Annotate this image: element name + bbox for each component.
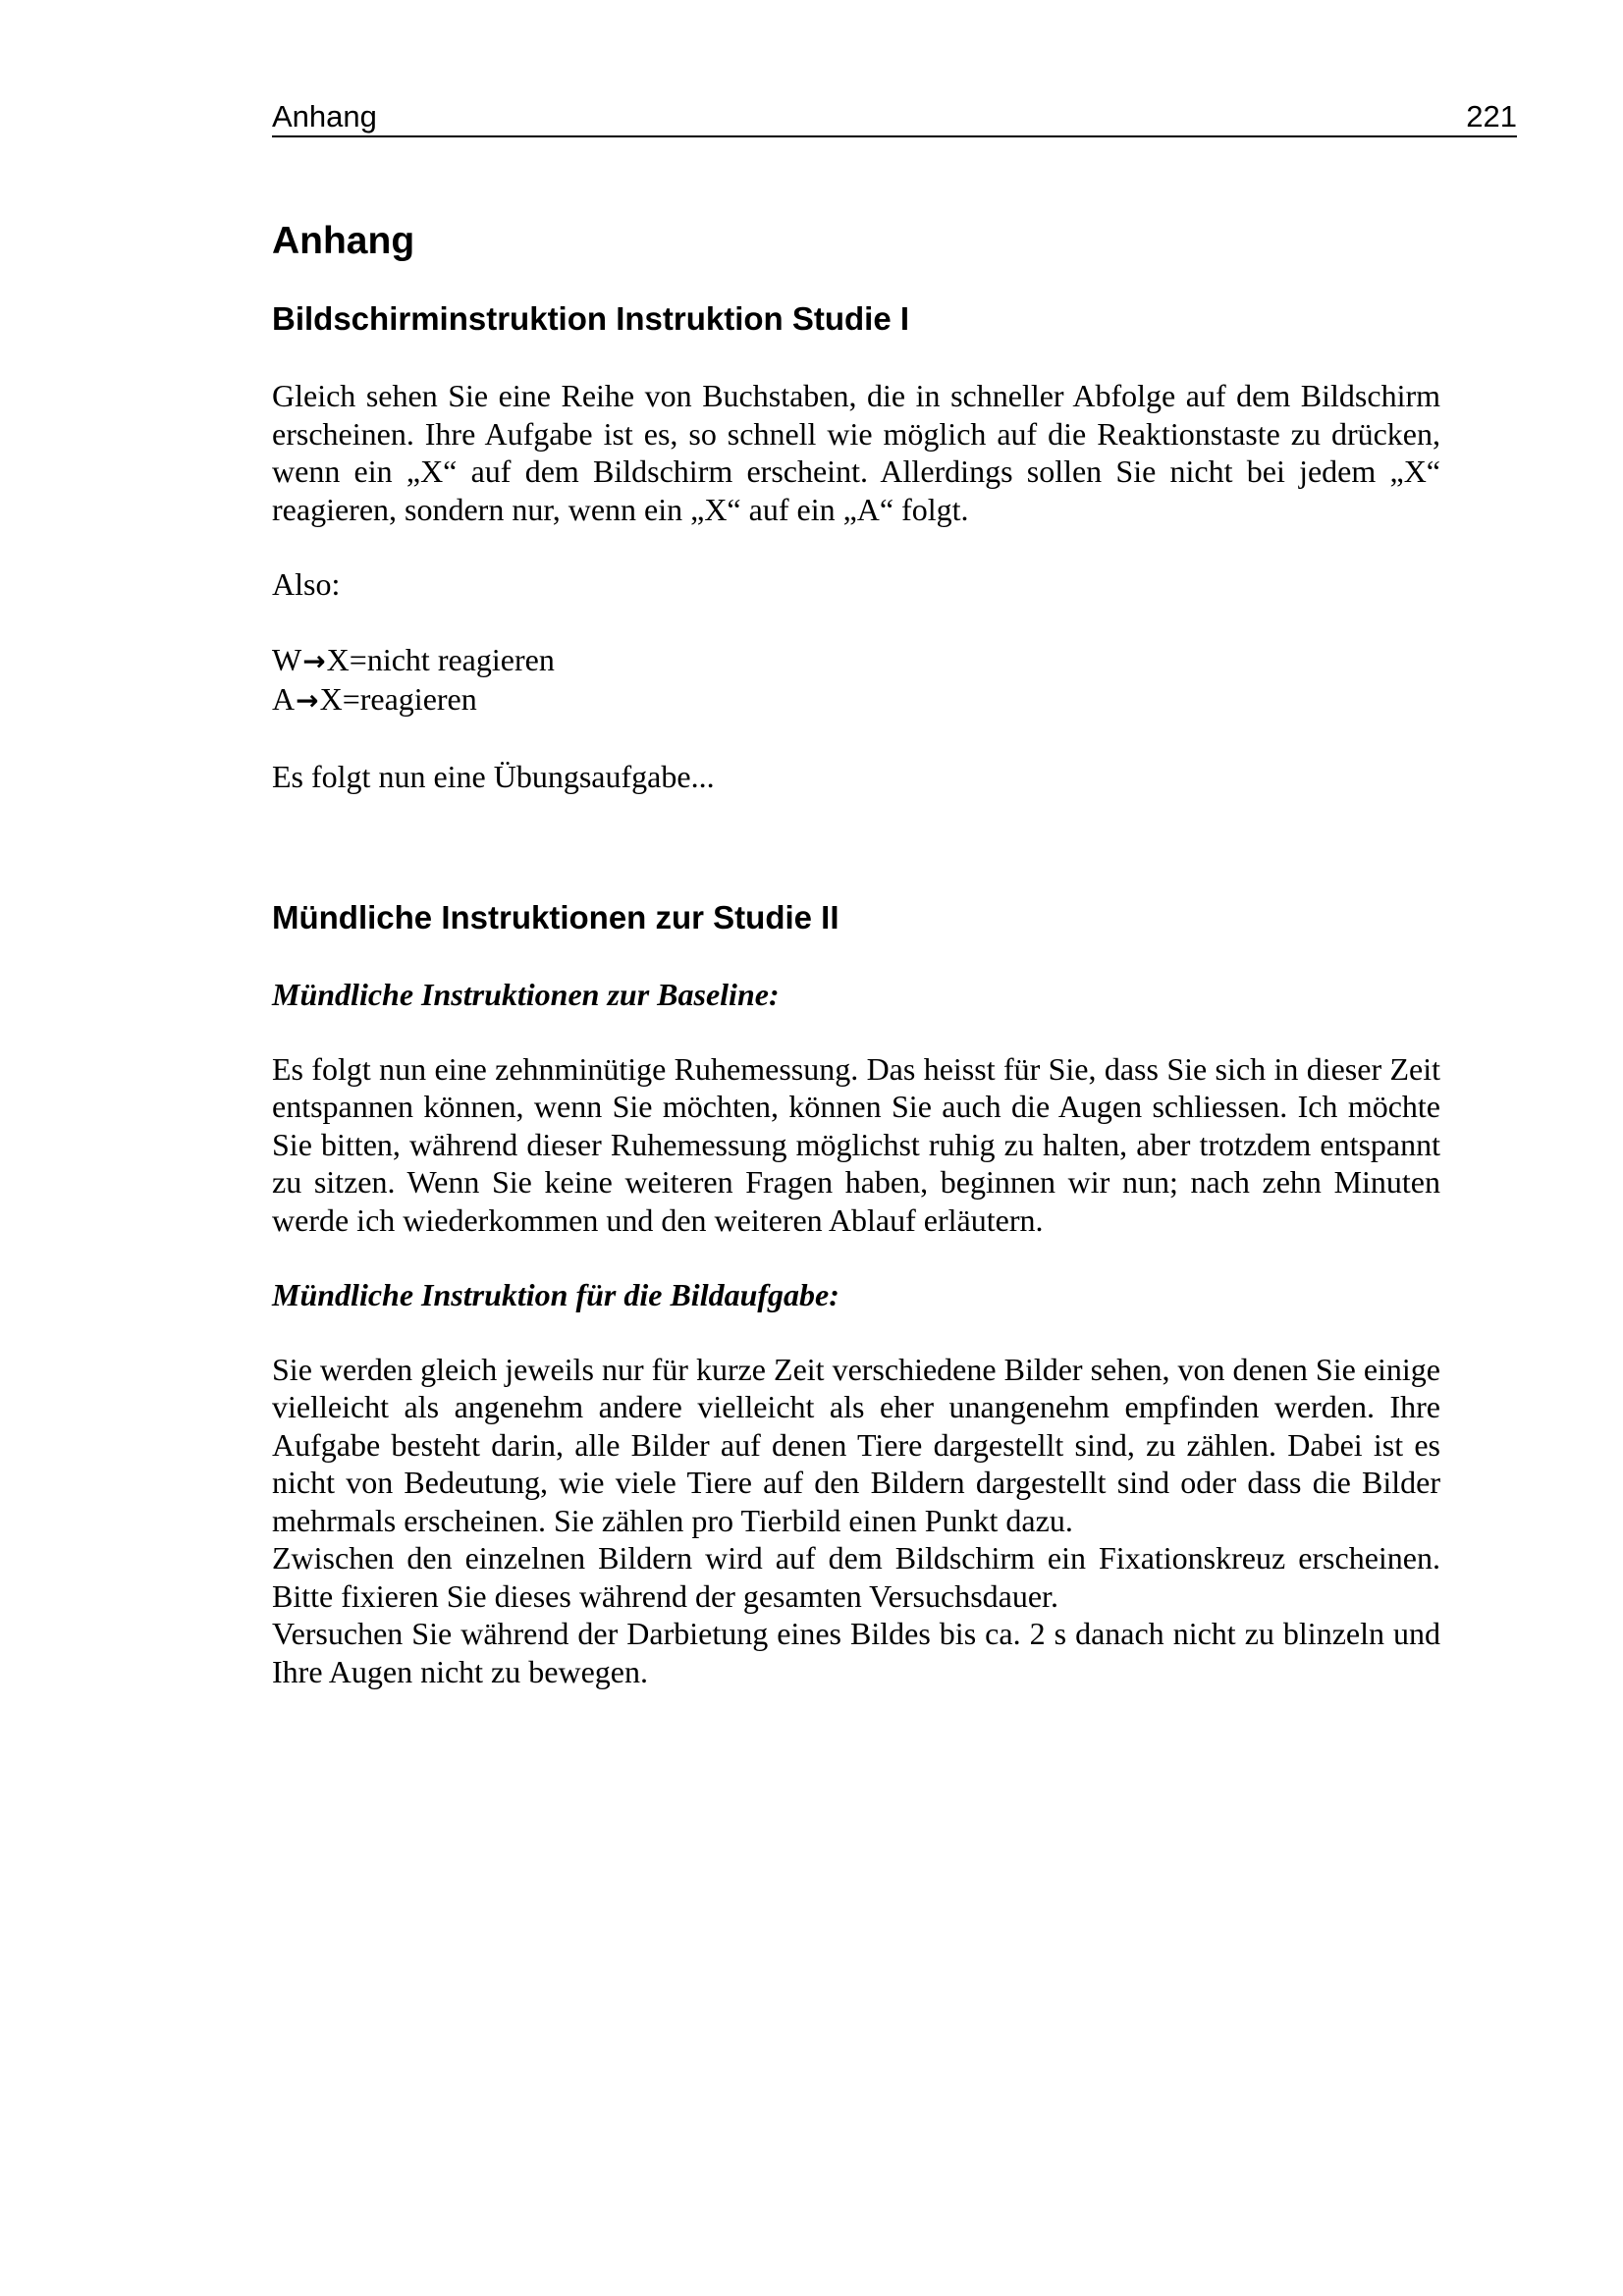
rule-line bbox=[272, 641, 1440, 681]
baseline-paragraph: Es folgt nun eine zehnminütige Ruhemessung. Das heisst für Sie, dass Sie sich in dieser Zeit entspannen können, wenn Sie möchten, können Sie auch die Augen schliessen. Ich möchte Sie bitten, während dieser Ruhemessung möglichst ruhig zu halten, aber trotzdem entspannt zu sitzen. Wenn Sie keine weiteren Fragen haben, beginnen wir nun; nach zehn Minuten werde ich wiederkommen und den weiteren Ablauf erläutern. bbox=[272, 1050, 1440, 1238]
study1-paragraph: Gleich sehen Sie eine Reihe von Buchstaben, die in schneller Abfolge auf dem Bildschirm erscheinen. Ihre Aufgabe ist es, so schnell wie möglich auf die Reaktionstaste zu drücken, wenn ein „X“ auf dem Bildschirm erscheint. Allerdings sollen Sie nicht bei jedem „X“ reagieren, sondern nur, wenn ein „X“ auf ein „A“ folgt. bbox=[272, 378, 1440, 527]
arrow-right-icon: → bbox=[302, 644, 326, 677]
page-number: 221 bbox=[1466, 99, 1517, 133]
picture-task-heading: Mündliche Instruktion für die Bildaufgabe: bbox=[272, 1277, 839, 1312]
rule-line bbox=[272, 680, 1440, 721]
study1-also: Also: bbox=[272, 566, 341, 602]
rule-from: A bbox=[272, 681, 296, 717]
baseline-heading: Mündliche Instruktionen zur Baseline: bbox=[272, 977, 780, 1012]
page-content bbox=[272, 218, 1440, 1728]
running-header-title: Anhang bbox=[272, 99, 377, 133]
study1-rules bbox=[272, 641, 1440, 721]
study1-heading: Bildschirminstruktion Instruktion Studie I bbox=[272, 300, 910, 337]
arrow-right-icon: → bbox=[296, 684, 319, 717]
rule-from: W bbox=[272, 641, 302, 677]
appendix-heading: Anhang bbox=[272, 220, 415, 262]
rule-rest: X=reagieren bbox=[319, 681, 477, 717]
running-header bbox=[272, 98, 1517, 137]
picture-task-line: Zwischen den einzelnen Bildern wird auf dem Bildschirm ein Fixationskreuz erscheinen. Bitte fixieren Sie dieses während der gesamten Versuchsdauer. bbox=[272, 1540, 1440, 1614]
picture-task-line: Sie werden gleich jeweils nur für kurze Zeit verschiedene Bilder sehen, von denen Sie einige vielleicht als angenehm andere vielleicht als eher unangenehm empfinden werden. Ihre Aufgabe besteht darin, alle Bilder auf denen Tiere dargestellt sind, zu zählen. Dabei ist es nicht von Bedeutung, wie viele Tiere auf den Bildern dargestellt sind oder dass die Bilder mehrmals erscheinen. Sie zählen pro Tierbild einen Punkt dazu. bbox=[272, 1351, 1440, 1538]
rule-rest: X=nicht reagieren bbox=[326, 641, 555, 677]
study1-closing: Es folgt nun eine Übungsaufgabe... bbox=[272, 758, 715, 794]
study2-heading: Mündliche Instruktionen zur Studie II bbox=[272, 899, 839, 935]
picture-task-line: Versuchen Sie während der Darbietung eines Bildes bis ca. 2 s danach nicht zu blinzeln und Ihre Augen nicht zu bewegen. bbox=[272, 1616, 1440, 1689]
picture-task-paragraph bbox=[272, 1351, 1440, 1691]
